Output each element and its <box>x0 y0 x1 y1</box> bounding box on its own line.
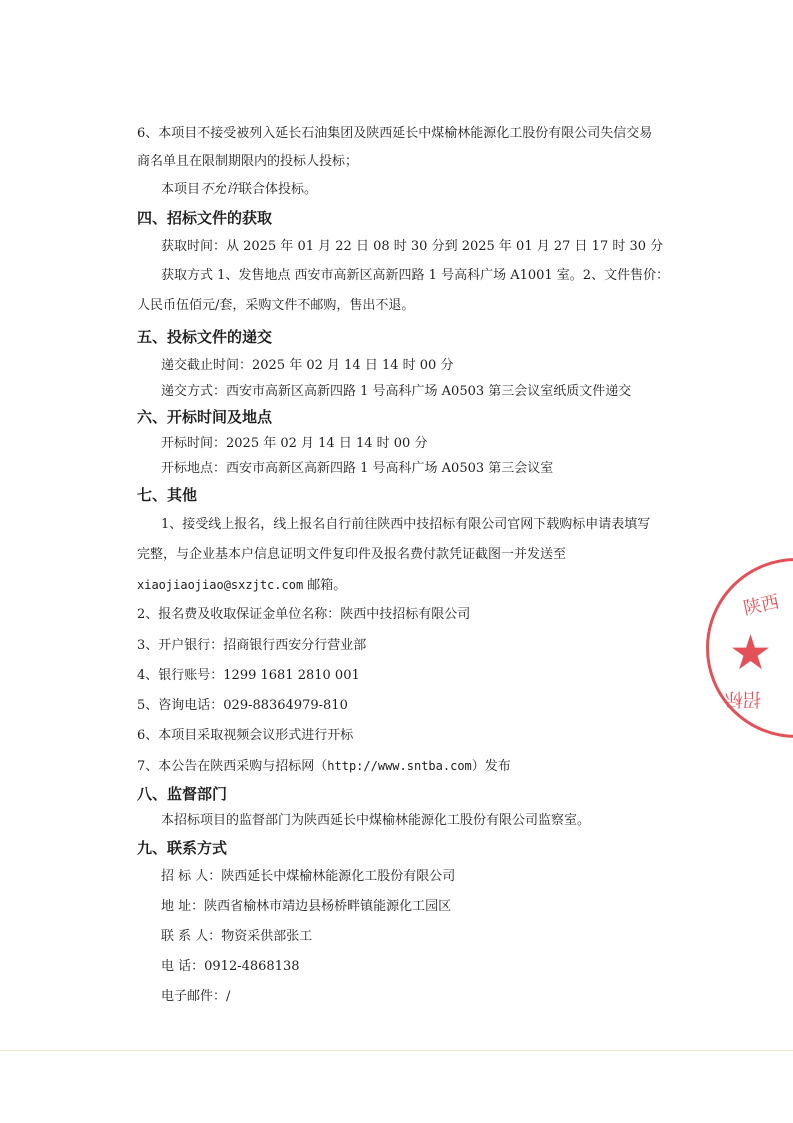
consortium-note <box>161 182 317 198</box>
other-item-2: 2、报名费及收取保证金单位名称：陕西中技招标有限公司 <box>137 607 471 622</box>
submission-method: 递交方式：西安市高新区高新四路 1 号高科广场 A0503 第三会议室纸质文件递交 <box>161 384 632 399</box>
opening-time: 开标时间：2025 年 02 月 14 日 14 时 00 分 <box>161 436 428 451</box>
seal-star-icon: ★ <box>729 625 773 681</box>
contact-address: 地 址：陕西省榆林市靖边县杨桥畔镇能源化工园区 <box>161 899 452 914</box>
other-item-6: 6、本项目采取视频会议形式进行开标 <box>137 728 354 743</box>
section-heading-7: 七、其他 <box>137 486 198 504</box>
other-item-5: 5、咨询电话：029-88364979-810 <box>137 698 348 713</box>
sntba-website-link[interactable]: http://www.sntba.com <box>327 759 472 773</box>
contact-person: 联 系 人：物资采供部张工 <box>161 929 313 944</box>
consortium-note-prefix: 本项目 <box>161 182 201 197</box>
opening-location: 开标地点：西安市高新区高新四路 1 号高科广场 A0503 第三会议室 <box>161 461 554 476</box>
submission-deadline: 递交截止时间：2025 年 02 月 14 日 14 时 00 分 <box>161 358 454 373</box>
section-heading-9: 九、联系方式 <box>137 839 228 857</box>
page-bottom-rule <box>0 1050 793 1051</box>
other-item-3: 3、开户银行：招商银行西安分行营业部 <box>137 638 367 653</box>
section-heading-8: 八、监督部门 <box>137 785 228 803</box>
consortium-note-emphasis: 不允许 <box>200 182 240 197</box>
consortium-note-suffix: 联合体投标。 <box>239 182 318 197</box>
other-item-7-suffix: ）发布 <box>471 759 511 774</box>
official-seal-stamp <box>706 558 793 738</box>
section-heading-5: 五、投标文件的递交 <box>137 328 273 346</box>
contact-email-link[interactable]: xiaojiaojiao@sxzjtc.com <box>137 578 304 592</box>
acquisition-method-line-1: 获取方式 1、发售地点 西安市高新区高新四路 1 号高科广场 A1001 室。2、文件售价： <box>161 268 670 283</box>
other-item-1-line-1: 1、接受线上报名，线上报名自行前往陕西中技招标有限公司官网下载购标申请表填写 <box>161 517 651 532</box>
other-item-7 <box>137 758 511 775</box>
email-suffix: 邮箱。 <box>303 578 347 593</box>
seal-top-text: 陕西 <box>741 591 782 620</box>
other-item-7-prefix: 7、本公告在陕西采购与招标网（ <box>137 759 328 774</box>
section-heading-4: 四、招标文件的获取 <box>137 209 273 227</box>
other-item-1-line-2: 完整，与企业基本户信息证明文件复印件及报名费付款凭证截图一并发送至 <box>137 547 567 562</box>
contact-phone: 电 话：0912-4868138 <box>161 959 300 974</box>
supervision-department: 本招标项目的监督部门为陕西延长中煤榆林能源化工股份有限公司监察室。 <box>161 813 591 828</box>
clause-6-line-1: 6、本项目不接受被列入延长石油集团及陕西延长中煤榆林能源化工股份有限公司失信交易 <box>137 126 653 141</box>
clause-6-line-2: 商名单且在限制期限内的投标人投标； <box>137 154 359 169</box>
contact-tenderer: 招 标 人：陕西延长中煤榆林能源化工股份有限公司 <box>161 869 456 884</box>
acquisition-time: 获取时间：从 2025 年 01 月 22 日 08 时 30 分到 2025 年 01 月 27 日 17 时 30 分 <box>161 239 664 254</box>
other-item-4: 4、银行账号：1299 1681 2810 001 <box>137 668 360 683</box>
section-heading-6: 六、开标时间及地点 <box>137 408 273 426</box>
contact-email: 电子邮件：/ <box>161 989 231 1004</box>
acquisition-method-line-2: 人民币伍佰元/套，采购文件不邮购，售出不退。 <box>137 298 415 313</box>
seal-bottom-text: 招标 <box>725 688 761 709</box>
other-item-1-line-3 <box>137 577 346 594</box>
